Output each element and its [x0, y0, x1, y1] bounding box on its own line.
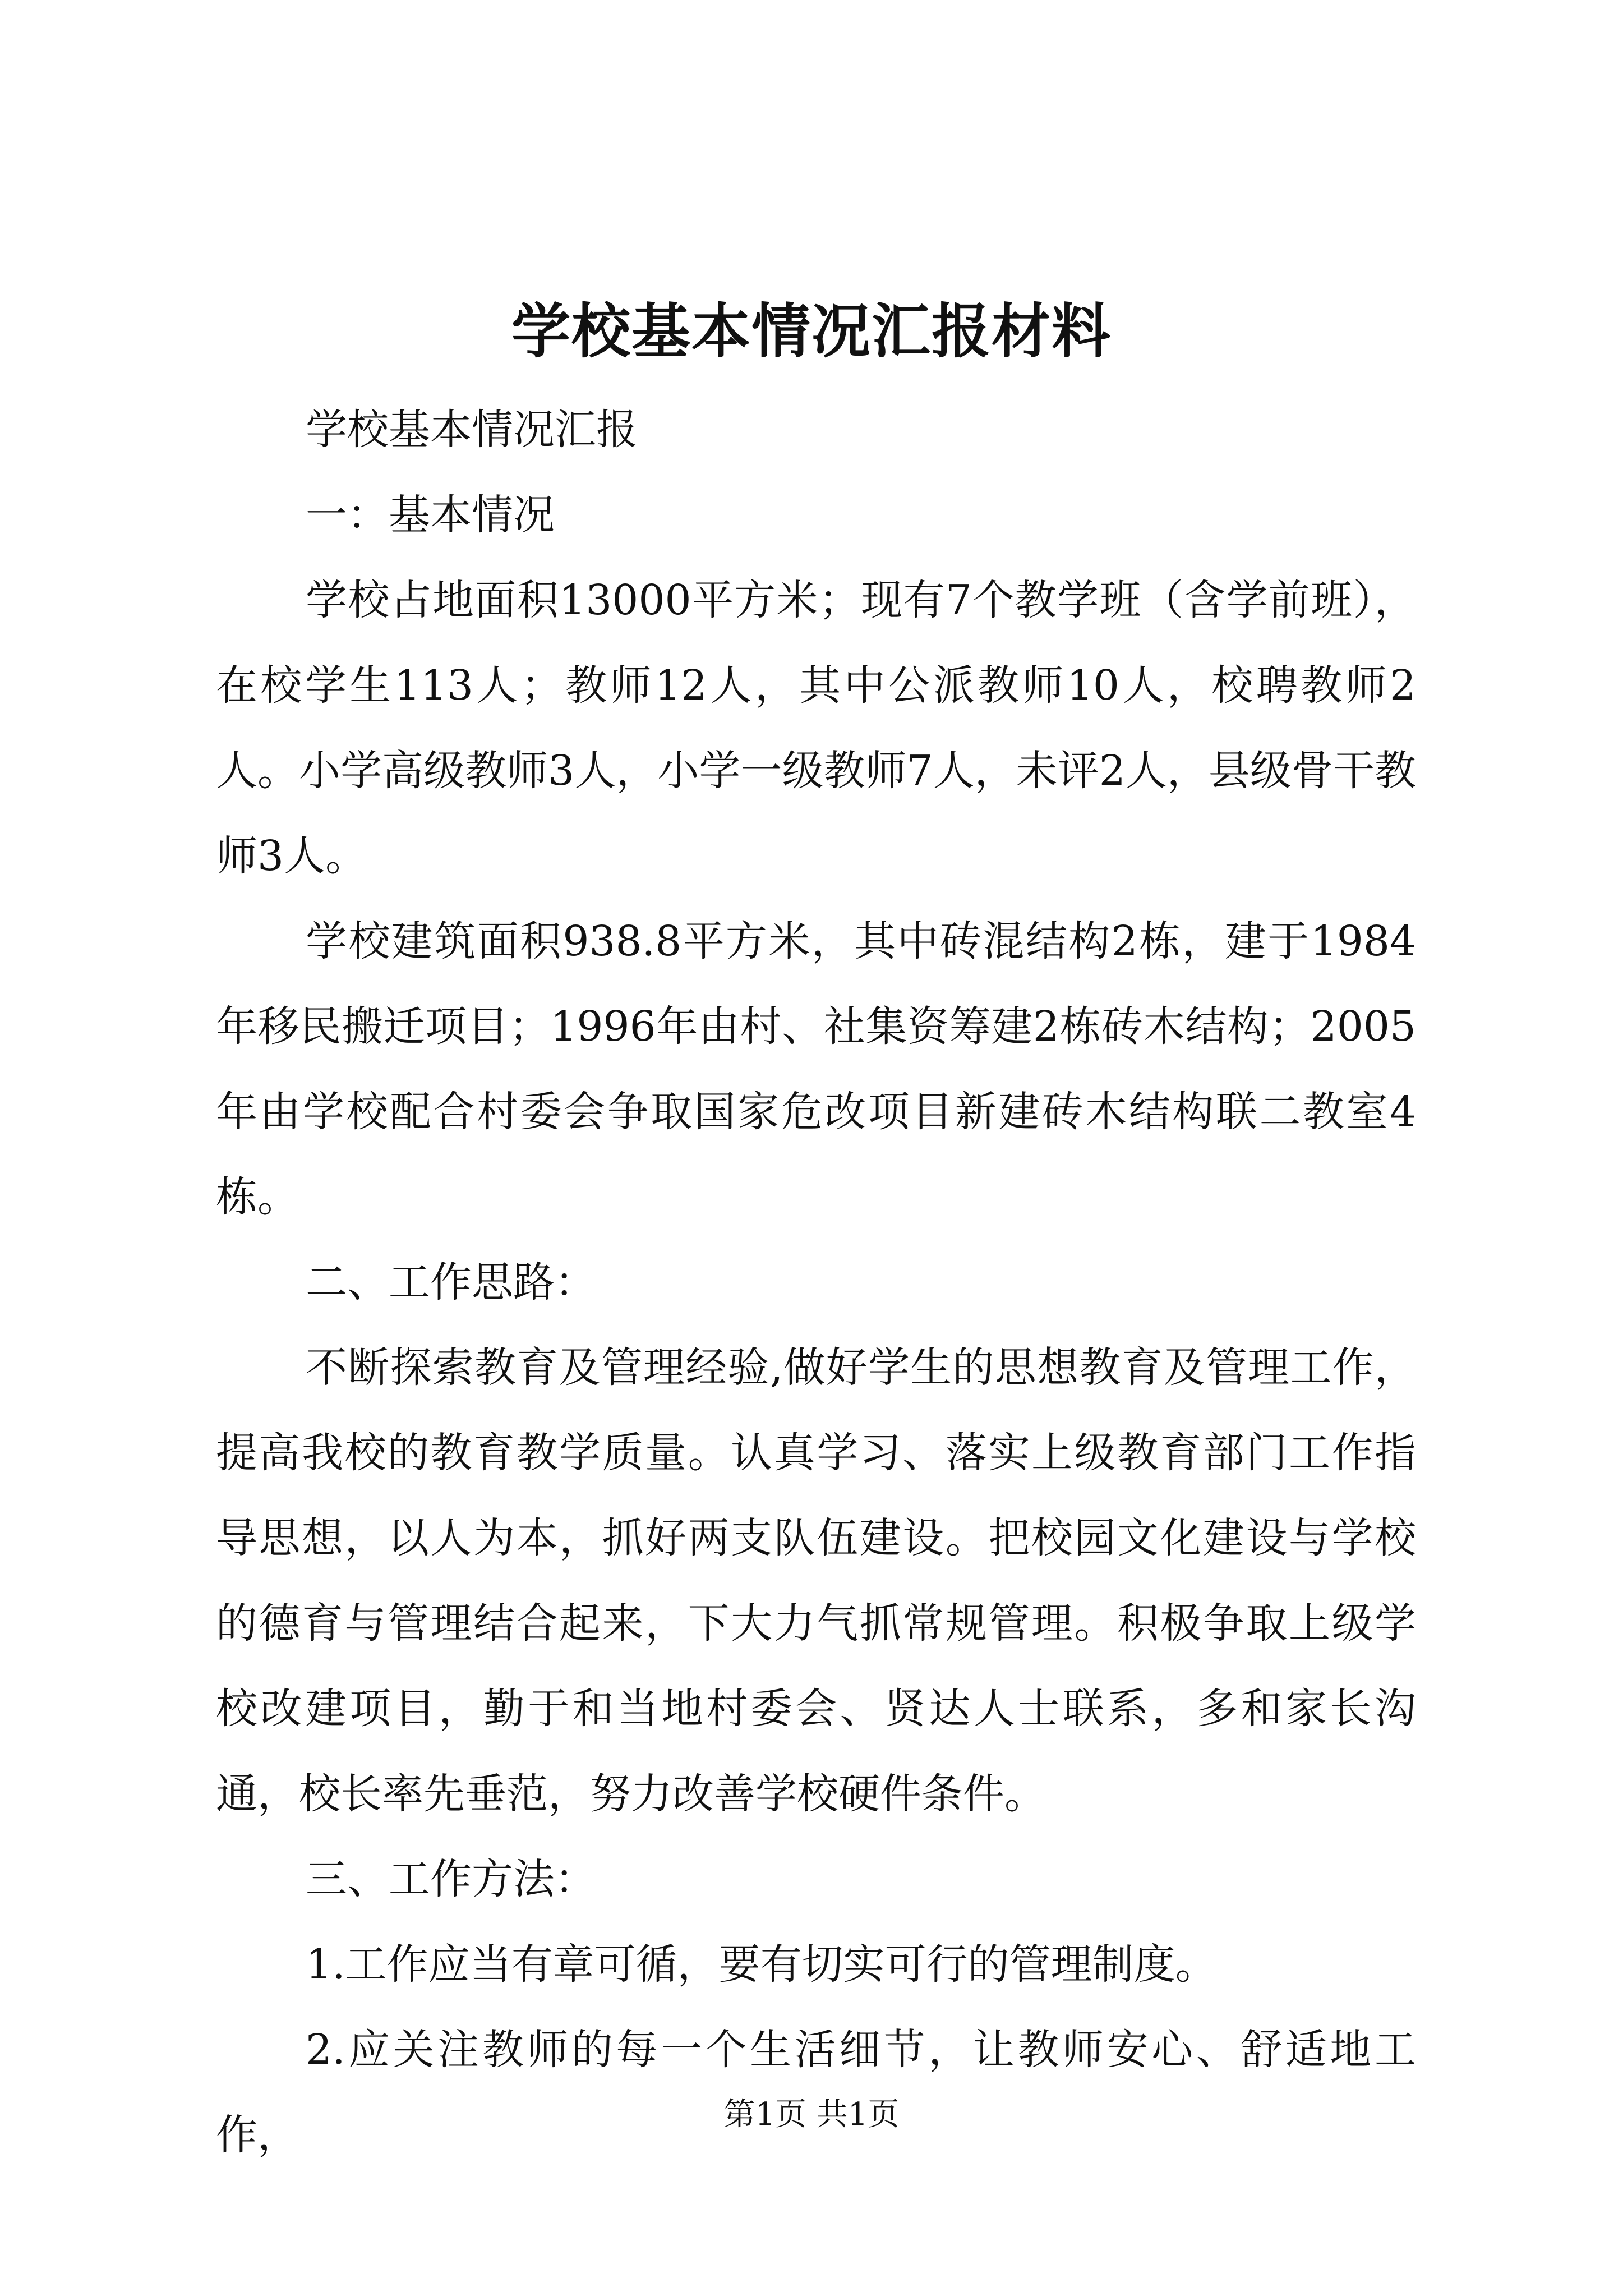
page-footer: 第1页 共1页: [723, 2096, 900, 2133]
section-heading-work-ideas: 二、工作思路：: [306, 1258, 596, 1306]
paragraph-subtitle: 学校基本情况汇报: [306, 406, 638, 454]
paragraph-buildings: 学校建筑面积938.8平方米，其中砖混结构2栋，建于1984年移民搬迁项目；1996年由村、社集资筹建2栋砖木结构；2005年由学校配合村委会争取国家危改项目新建砖木结构联二教室4栋。: [216, 917, 1416, 1221]
section-heading-basic-info: 一：基本情况: [306, 491, 555, 539]
document-body: [216, 387, 1416, 2178]
section-heading-work-methods: 三、工作方法：: [306, 1855, 596, 1903]
paragraph-basic-info: 学校占地面积13000平方米；现有7个教学班（含学前班），在校学生113人；教师12人，其中公派教师10人，校聘教师2人。小学高级教师3人，小学一级教师7人，未评2人，县级骨干教师3人。: [216, 576, 1416, 880]
list-item-method-2: 2.应关注教师的每一个生活细节，让教师安心、舒适地工作，: [216, 2026, 1416, 2159]
list-item-method-1: 1.工作应当有章可循，要有切实可行的管理制度。: [306, 1940, 1217, 1989]
paragraph-work-ideas: 不断探索教育及管理经验,做好学生的思想教育及管理工作，提高我校的教育教学质量。认真学习、落实上级教育部门工作指导思想，以人为本，抓好两支队伍建设。把校园文化建设与学校的德育与管理结合起来，下大力气抓常规管理。积极争取上级学校改建项目，勤于和当地村委会、贤达人士联系，多和家长沟通，校长率先垂范，努力改善学校硬件条件。: [216, 1343, 1416, 1818]
document-title: 学校基本情况汇报材料: [511, 296, 1112, 366]
